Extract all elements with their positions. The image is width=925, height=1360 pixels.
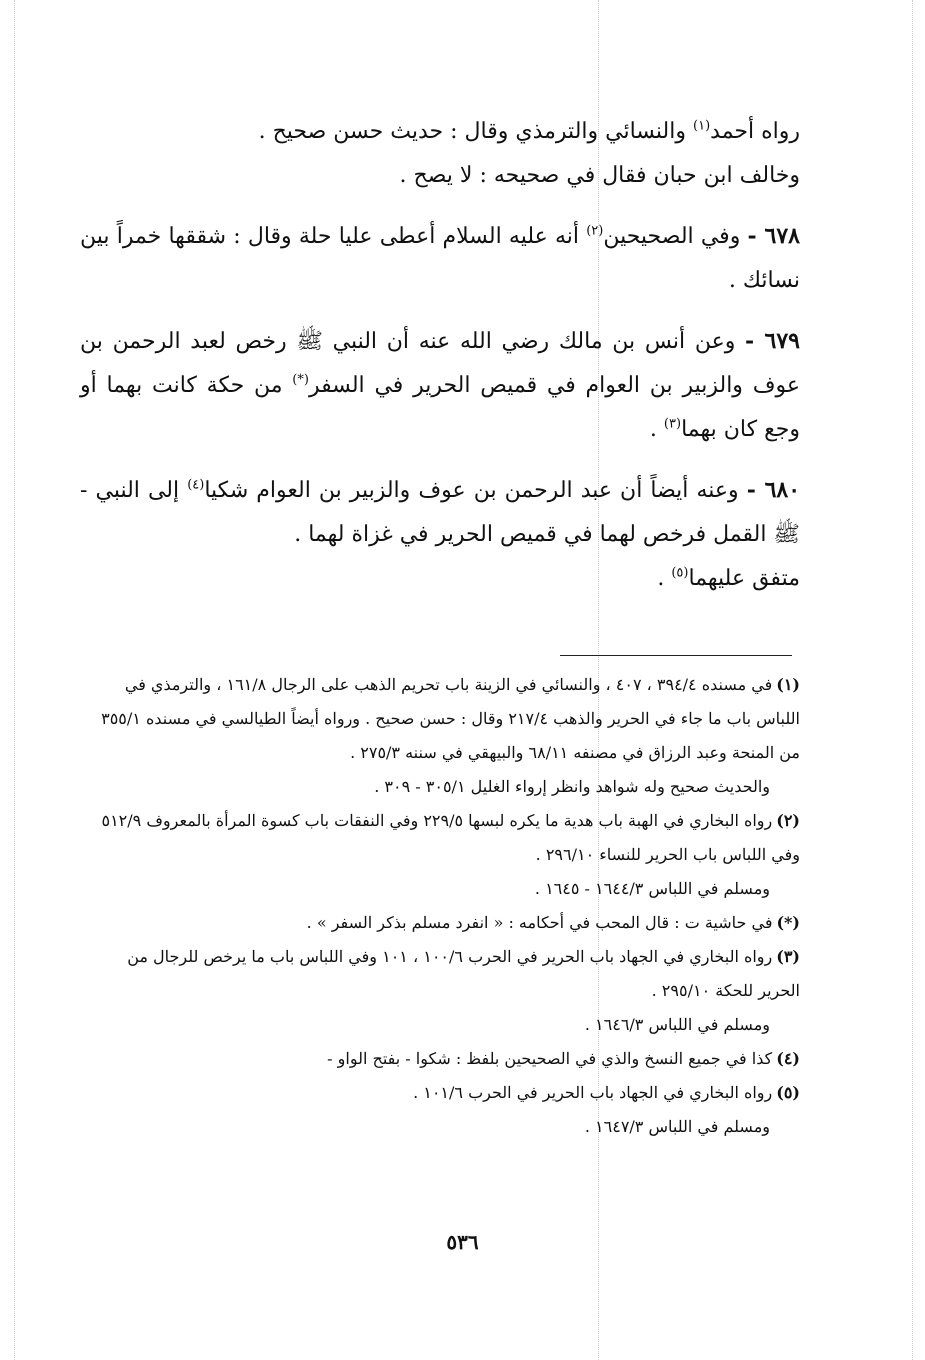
- footnote-text: ومسلم في اللباس ١٦٤٤/٣ - ١٦٤٥ .: [534, 879, 770, 898]
- hadith-number: ٦٨٠ -: [746, 477, 801, 503]
- scan-artifact-line: [14, 0, 15, 1360]
- footnotes: [95, 668, 800, 1144]
- paragraph-intro: [80, 110, 800, 198]
- text: متفق عليهما: [688, 566, 800, 591]
- footnote-text: ومسلم في اللباس ١٦٤٦/٣ .: [584, 1015, 770, 1034]
- footnote-ref: (٣): [663, 416, 682, 432]
- footnote-3: [95, 940, 800, 1042]
- footnote-text: في مسنده ٣٩٤/٤ ، ٤٠٧ ، والنسائي في الزينة باب تحريم الذهب على الرجال ١٦١/٨ ، والترمذي في اللباس باب ما جاء في الحرير والذهب ٢١٧/٤ وقال : حسن صحيح . ورواه أيضاً الطيالسي في مسنده ٣٥٥/١ من المنحة وعبد الرزاق في مصنفه ٦٨/١١ والبيهقي في سننه ٢٧٥/٣ .: [101, 675, 800, 762]
- text: .: [649, 417, 664, 442]
- hadith-number: ٦٧٨ -: [747, 223, 800, 249]
- text: أنه عليه السلام أعطى عليا حلة وقال : شققها خمراً بين نسائك .: [80, 224, 800, 293]
- hadith-number: ٦٧٩ -: [745, 328, 800, 354]
- footnote-label: (٤): [776, 1049, 800, 1068]
- hadith-679: [80, 319, 800, 452]
- footnote-4: [95, 1042, 800, 1076]
- footnote-ref: (*): [292, 372, 309, 388]
- footnote-ref: (٢): [586, 223, 604, 239]
- footnote-text: في حاشية ت : قال المحب في أحكامه : « انفرد مسلم بذكر السفر » .: [306, 913, 773, 932]
- scan-artifact-line: [912, 0, 913, 1360]
- text: رواه أحمد: [710, 119, 800, 144]
- footnote-label: (١): [776, 675, 800, 694]
- text: إلى النبي - ﷺ القمل فرخص لهما في قميص الحرير في غزاة لهما .: [80, 478, 800, 547]
- footnote-label: (٥): [776, 1083, 800, 1102]
- footnote-ref: (٥): [671, 565, 689, 581]
- main-text: [80, 110, 800, 617]
- footnote-text: رواه البخاري في الجهاد باب الحرير في الحرب ١٠١/٦ .: [413, 1083, 773, 1102]
- footnote-5: [95, 1076, 800, 1144]
- text: .: [657, 566, 672, 591]
- footnote-1: [95, 668, 800, 804]
- footnote-text: والحديث صحيح وله شواهد وانظر إرواء الغليل ٣٠٥/١ - ٣٠٩ .: [374, 777, 770, 796]
- text: والنسائي والترمذي وقال : حديث حسن صحيح .: [258, 119, 693, 144]
- footnote-text: رواه البخاري في الهبة باب هدية ما يكره لبسها ٢٢٩/٥ وفي النفقات باب كسوة المرأة بالمعروف ٥١٢/٩ وفي اللباس باب الحرير للنساء ٢٩٦/١٠ .: [101, 811, 800, 864]
- text-line: [80, 110, 800, 154]
- hadith-680: [80, 468, 800, 601]
- text: وعن أنس بن مالك رضي الله عنه أن النبي ﷺ رخص لعبد الرحمن بن عوف والزبير بن العوام في قميص الحرير في السفر: [80, 329, 801, 398]
- footnote-label: (٣): [776, 947, 800, 966]
- footnote-ref: (٤): [187, 477, 205, 493]
- hadith-678: [80, 214, 800, 303]
- text: وعنه أيضاً أن عبد الرحمن بن عوف والزبير بن العوام شكيا: [204, 478, 747, 503]
- footnote-2: [95, 804, 800, 906]
- footnote-text: كذا في جميع النسخ والذي في الصحيحين بلفظ : شكوا - بفتح الواو -: [327, 1049, 773, 1068]
- footnote-ref: (١): [693, 118, 711, 134]
- footnote-star: [95, 906, 800, 940]
- text-line: وخالف ابن حبان فقال في صحيحه : لا يصح .: [399, 163, 800, 188]
- footnote-text: رواه البخاري في الجهاد باب الحرير في الحرب ١٠٠/٦ ، ١٠١ وفي اللباس باب ما يرخص للرجال من الحرير للحكة ٢٩٥/١٠ .: [127, 947, 800, 1000]
- text: وفي الصحيحين: [603, 224, 748, 249]
- footnote-label: (*): [776, 913, 800, 932]
- text: من حكة كانت بهما أو وجع كان بهما: [80, 373, 800, 442]
- footnote-text: ومسلم في اللباس ١٦٤٧/٣ .: [584, 1117, 770, 1136]
- footnote-divider: [560, 655, 792, 656]
- footnote-label: (٢): [776, 811, 800, 830]
- page-number: ٥٣٦: [446, 1230, 479, 1254]
